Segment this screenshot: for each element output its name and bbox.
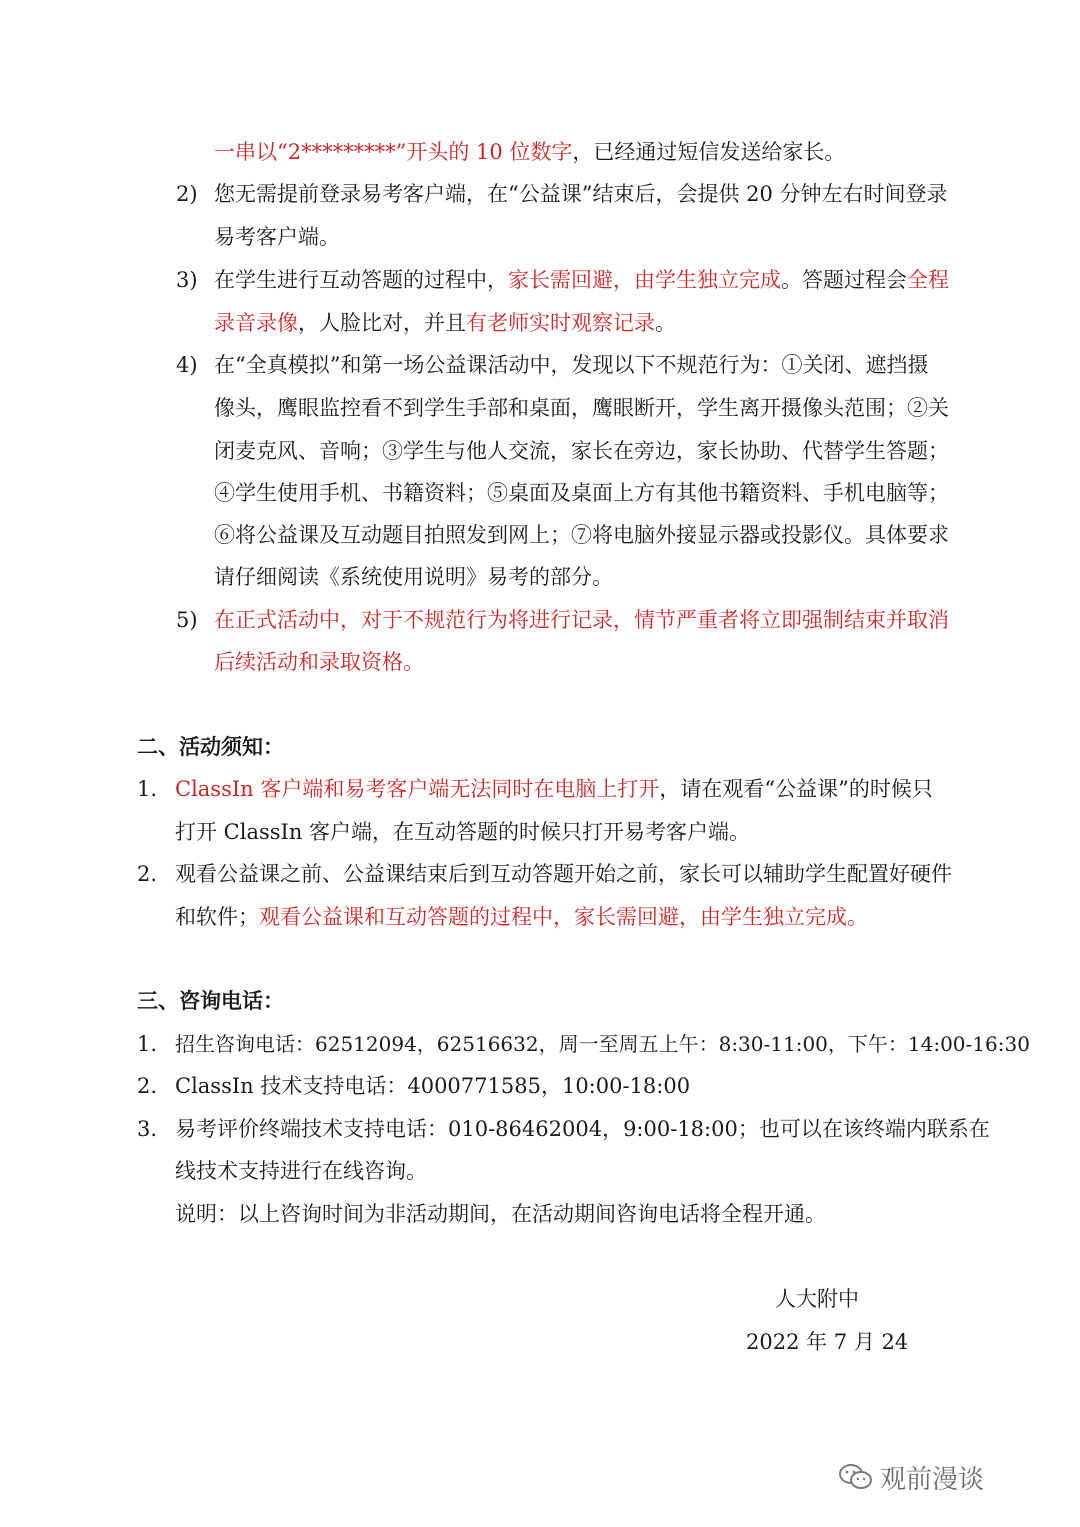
notice2-line2: 和软件；观看公益课和互动答题的过程中，家长需回避，由学生独立完成。 (175, 905, 868, 929)
item-number: 3. (137, 1117, 158, 1141)
item3-line1: 在学生进行互动答题的过程中，家长需回避，由学生独立完成。答题过程会全程 (214, 268, 949, 292)
signature-org: 人大附中 (775, 1287, 859, 1311)
item4-line6: 请仔细阅读《系统使用说明》易考的部分。 (214, 565, 613, 589)
item4-line5: ⑥将公益课及互动题目拍照发到网上；⑦将电脑外接显示器或投影仪。具体要求 (214, 523, 949, 547)
signature-date: 2022 年 7 月 24 (746, 1330, 909, 1354)
item-number: 5) (176, 608, 198, 632)
item-number: 3) (176, 268, 198, 292)
admission-phone: 招生咨询电话：62512094，62516632，周一至周五上午：8:30-11:00，下午：14:00-16:30 (175, 1032, 1030, 1056)
notice1-line1: ClassIn 客户端和易考客户端无法同时在电脑上打开，请在观看“公益课”的时候只 (175, 777, 933, 801)
section-heading: 三、咨询电话： (137, 988, 284, 1013)
item-number: 1. (137, 777, 158, 801)
item-number: 1. (137, 1032, 158, 1056)
item5-line2: 后续活动和录取资格。 (214, 650, 424, 674)
sms-code-text: 一串以“2*********”开头的 10 位数字 (214, 140, 573, 164)
yikao-support-phone-line1: 易考评价终端技术支持电话：010-86462004，9:00-18:00；也可以在该终端内联系在 (175, 1117, 990, 1141)
item4-line1: 在“全真模拟”和第一场公益课活动中，发现以下不规范行为：①关闭、遮挡摄 (214, 353, 929, 377)
item1-continuation: 一串以“2*********”开头的 10 位数字，已经通过短信发送给家长。 (214, 140, 846, 164)
notice2-line1: 观看公益课之前、公益课结束后到互动答题开始之前，家长可以辅助学生配置好硬件 (175, 862, 952, 886)
item-number: 2) (176, 182, 198, 206)
watermark-text: 观前漫谈 (880, 1464, 985, 1495)
consultation-note: 说明：以上咨询时间为非活动期间，在活动期间咨询电话将全程开通。 (175, 1202, 826, 1226)
notice1-line2: 打开 ClassIn 客户端，在互动答题的时候只打开易考客户端。 (175, 820, 751, 844)
item3-line2: 录音录像，人脸比对，并且有老师实时观察记录。 (214, 311, 676, 335)
item4-line2: 像头，鹰眼监控看不到学生手部和桌面，鹰眼断开，学生离开摄像头范围；②关 (214, 396, 949, 420)
section-heading: 二、活动须知： (137, 734, 284, 759)
classin-support-phone: ClassIn 技术支持电话：4000771585，10:00-18:00 (175, 1074, 691, 1098)
item4-line4: ④学生使用手机、书籍资料；⑤桌面及桌面上方有其他书籍资料、手机电脑等； (214, 481, 949, 505)
item4-line3: 闭麦克风、音响；③学生与他人交流，家长在旁边，家长协助、代替学生答题； (214, 439, 949, 463)
wechat-icon (838, 1462, 874, 1492)
item-number: 2. (137, 862, 158, 886)
item-number: 2. (137, 1074, 158, 1098)
wechat-watermark (838, 1457, 984, 1497)
yikao-support-phone-line2: 线技术支持进行在线咨询。 (175, 1159, 427, 1183)
item2-line2: 易考客户端。 (214, 225, 340, 249)
item5-line1: 在正式活动中，对于不规范行为将进行记录，情节严重者将立即强制结束并取消 (214, 608, 949, 632)
item-number: 4) (176, 353, 198, 377)
item2-line1: 您无需提前登录易考客户端，在“公益课”结束后，会提供 20 分钟左右时间登录 (214, 182, 948, 206)
